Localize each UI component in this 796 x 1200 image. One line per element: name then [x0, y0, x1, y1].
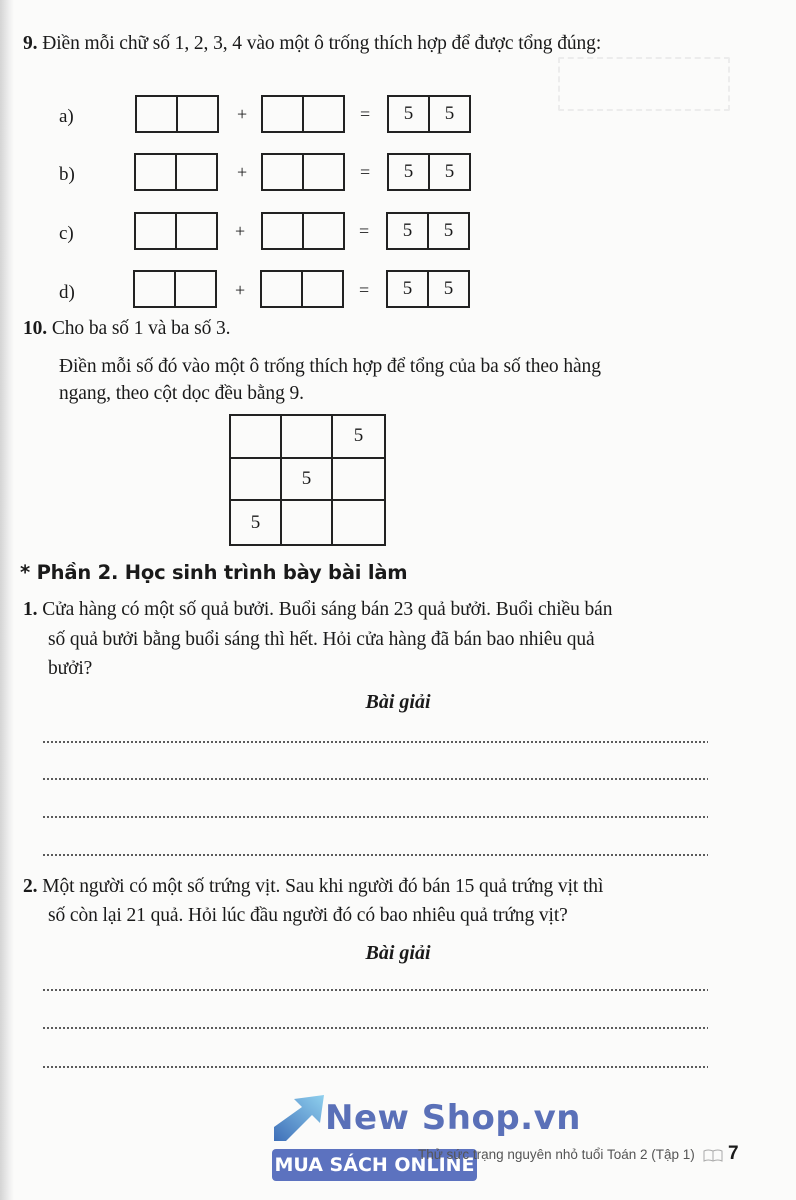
grid-cell[interactable] [282, 501, 333, 544]
part2-problem-1-line-2: số quả bưởi bằng buổi sáng thì hết. Hỏi cửa hàng đã bán bao nhiêu quả [48, 629, 595, 650]
problem-number: 2. [23, 876, 38, 897]
logo-banner: MUA SÁCH ONLINE [272, 1149, 477, 1181]
equals-sign: = [360, 104, 371, 124]
addend-1-boxes[interactable] [134, 153, 218, 191]
equals-sign: = [359, 280, 370, 300]
grid-cell[interactable]: 5 [231, 501, 282, 544]
digit-box[interactable] [301, 272, 342, 306]
logo-arrow-icon [272, 1093, 328, 1143]
plus-sign: + [235, 221, 246, 241]
digit-box[interactable] [302, 155, 343, 189]
problem-10-statement [23, 318, 230, 340]
digit-box[interactable] [135, 272, 174, 306]
problem-text: Cho ba số 1 và ba số 3. [51, 318, 231, 339]
addend-1-boxes[interactable] [133, 270, 217, 308]
answer-line[interactable] [42, 854, 708, 856]
part2-problem-2 [23, 876, 603, 898]
result-digit: 5 [403, 161, 414, 182]
digit-box[interactable] [302, 97, 343, 131]
answer-line[interactable] [42, 989, 708, 991]
result-boxes [387, 95, 471, 133]
answer-line[interactable] [42, 1066, 708, 1068]
bleed-through-box [558, 57, 730, 111]
result-digit: 5 [402, 278, 413, 299]
result-digit: 5 [428, 155, 469, 189]
grid-cell[interactable] [333, 459, 384, 502]
result-digit: 5 [428, 97, 469, 131]
result-boxes [387, 153, 471, 191]
result-digit: 5 [427, 272, 468, 306]
grid-cell[interactable]: 5 [282, 459, 333, 502]
digit-box[interactable] [263, 97, 302, 131]
result-boxes [386, 270, 470, 308]
part2-problem-1 [23, 599, 612, 621]
plus-sign: + [237, 104, 248, 124]
problem-10-line-2: Điền mỗi số đó vào một ô trống thích hợp để tổng của ba số theo hàng [59, 356, 601, 377]
grid-cell[interactable] [231, 416, 282, 459]
section-title: * Phần 2. Học sinh trình bày bài làm [20, 561, 408, 584]
problem-number: 1. [23, 599, 38, 620]
digit-box[interactable] [175, 214, 216, 248]
answer-line[interactable] [42, 816, 708, 818]
result-boxes [386, 212, 470, 250]
row-label-c: c) [59, 223, 74, 244]
addend-2-boxes[interactable] [261, 153, 345, 191]
plus-sign: + [237, 162, 248, 182]
answer-line[interactable] [42, 778, 708, 780]
book-title-footer: Thử sức trạng nguyên nhỏ tuổi Toán 2 (Tập 1) [418, 1147, 695, 1162]
page-edge-shadow [0, 0, 14, 1200]
logo-wordmark: New Shop.vn [325, 1098, 581, 1138]
addend-2-boxes[interactable] [260, 270, 344, 308]
equals-sign: = [359, 221, 370, 241]
digit-box[interactable] [263, 155, 302, 189]
digit-box[interactable] [263, 214, 302, 248]
addend-1-boxes[interactable] [135, 95, 219, 133]
digit-box[interactable] [262, 272, 301, 306]
book-icon [703, 1148, 723, 1162]
problem-number: 9. [23, 33, 38, 54]
grid-cell[interactable] [231, 459, 282, 502]
solution-heading: Bài giải [365, 691, 431, 713]
grid-cell[interactable]: 5 [333, 416, 384, 459]
problem-text: Cửa hàng có một số quả bưởi. Buổi sáng bán 23 quả bưởi. Buổi chiều bán [42, 599, 613, 620]
digit-box[interactable] [137, 97, 176, 131]
addend-2-boxes[interactable] [261, 95, 345, 133]
problem-text: Một người có một số trứng vịt. Sau khi người đó bán 15 quả trứng vịt thì [42, 876, 604, 897]
problem-number: 10. [23, 318, 48, 339]
digit-box[interactable] [176, 97, 217, 131]
problem-9-statement [23, 33, 601, 55]
result-digit: 5 [427, 214, 468, 248]
page-number: 7 [728, 1143, 739, 1164]
problem-10-line-3: ngang, theo cột dọc đều bằng 9. [59, 383, 304, 404]
result-digit: 5 [403, 103, 414, 124]
digit-box[interactable] [136, 214, 175, 248]
result-digit: 5 [402, 220, 413, 241]
digit-box[interactable] [175, 155, 216, 189]
digit-box[interactable] [302, 214, 343, 248]
magic-square-grid [229, 414, 386, 546]
solution-heading: Bài giải [365, 942, 431, 964]
equals-sign: = [360, 162, 371, 182]
part2-problem-1-line-3: bưởi? [48, 658, 93, 679]
answer-line[interactable] [42, 741, 708, 743]
grid-cell[interactable] [333, 501, 384, 544]
grid-cell[interactable] [282, 416, 333, 459]
addend-1-boxes[interactable] [134, 212, 218, 250]
digit-box[interactable] [174, 272, 215, 306]
problem-text: Điền mỗi chữ số 1, 2, 3, 4 vào một ô trống thích hợp để được tổng đúng: [42, 33, 602, 54]
row-label-b: b) [59, 164, 75, 185]
answer-line[interactable] [42, 1027, 708, 1029]
plus-sign: + [235, 280, 246, 300]
digit-box[interactable] [136, 155, 175, 189]
row-label-d: d) [59, 282, 75, 303]
row-label-a: a) [59, 106, 74, 127]
addend-2-boxes[interactable] [261, 212, 345, 250]
part2-problem-2-line-2: số còn lại 21 quả. Hỏi lúc đầu người đó có bao nhiêu quả trứng vịt? [48, 905, 568, 926]
